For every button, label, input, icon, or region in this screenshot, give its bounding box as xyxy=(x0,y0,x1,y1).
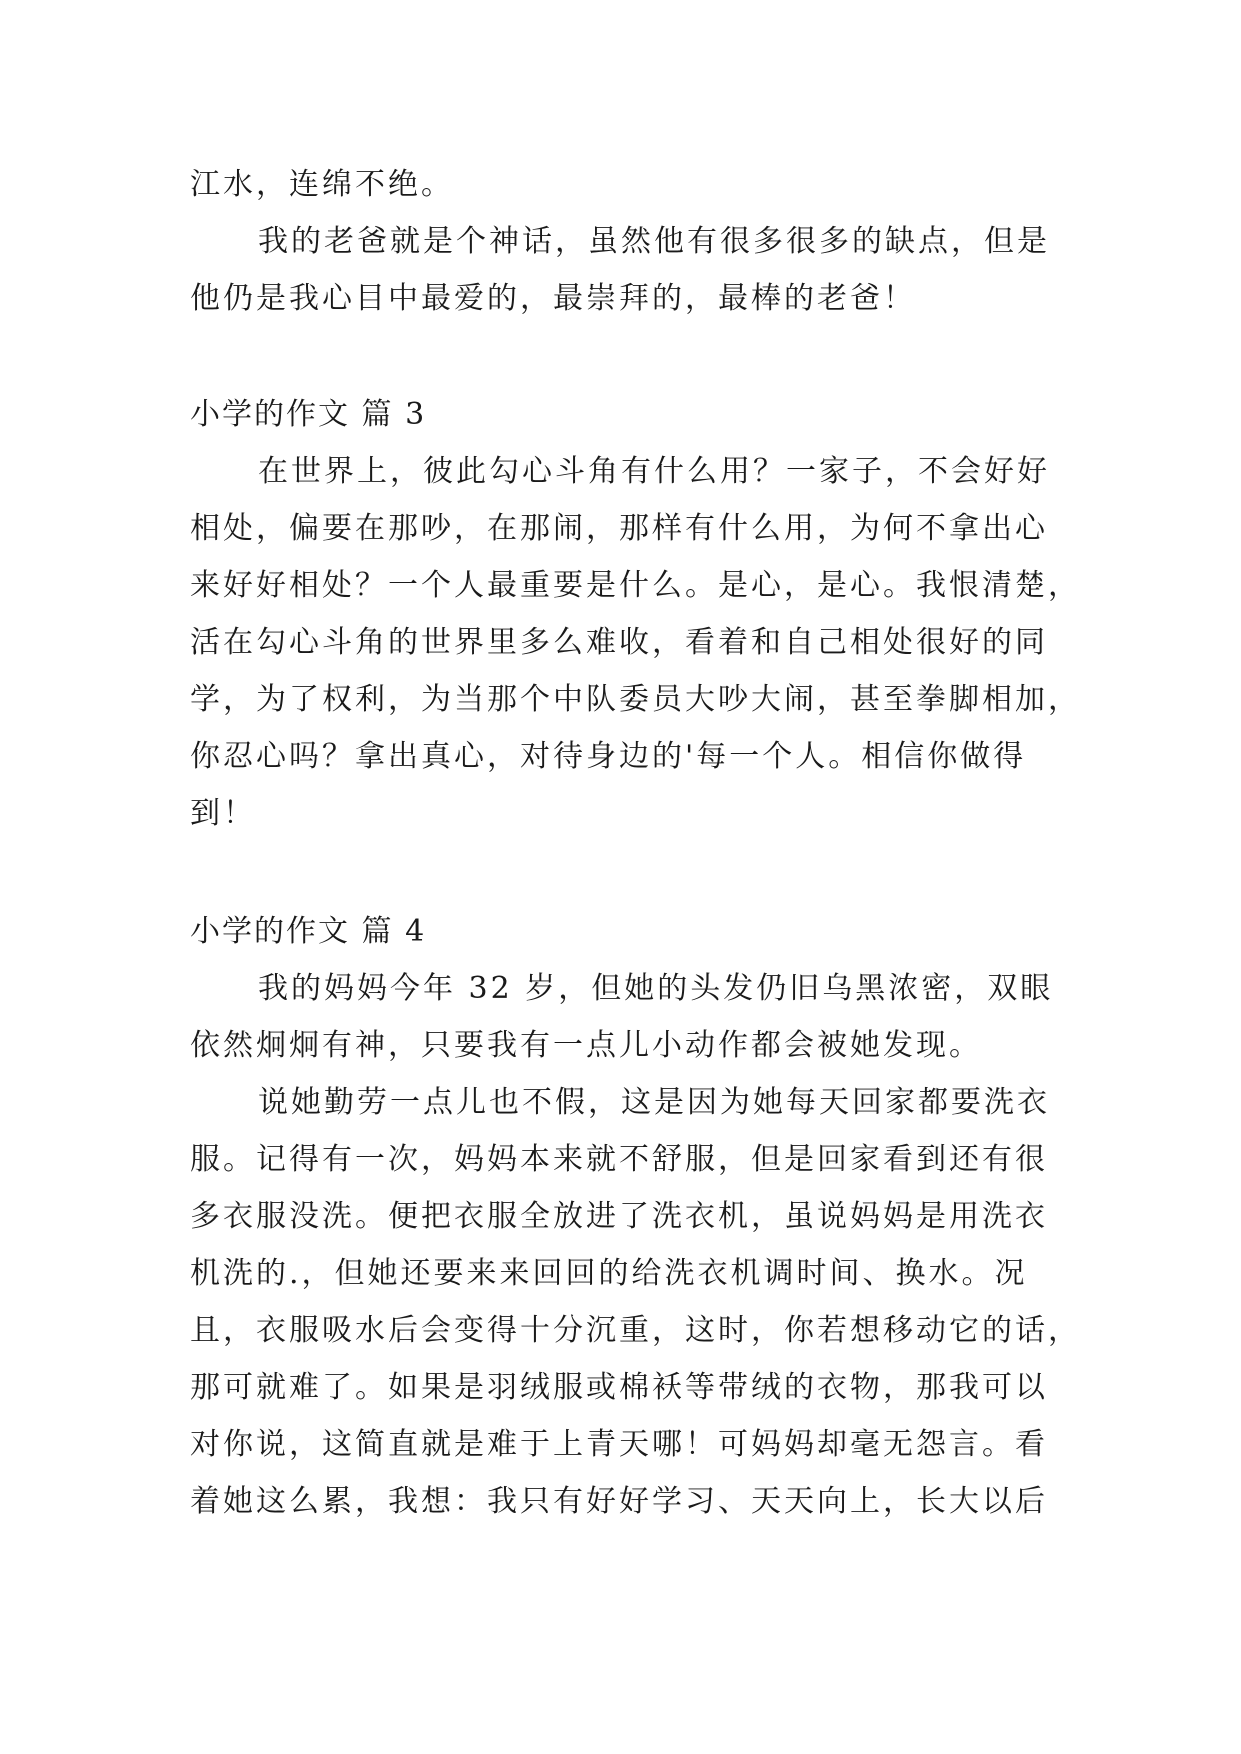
text-line: 着她这么累，我想：我只有好好学习、天天向上，长大以后 xyxy=(190,1484,1048,1519)
text-line: 到！ xyxy=(190,796,256,831)
text-line: 服。记得有一次，妈妈本来就不舒服，但是回家看到还有很 xyxy=(190,1142,1048,1177)
section-heading: 小学的作文 篇 3 xyxy=(190,397,427,432)
text-line: 那可就难了。如果是羽绒服或棉袄等带绒的衣物，那我可以 xyxy=(190,1370,1048,1405)
text-line: 活在勾心斗角的世界里多么难收，看着和自己相处很好的同 xyxy=(190,625,1048,660)
section-heading: 小学的作文 篇 4 xyxy=(190,914,427,949)
text-line: 你忍心吗？拿出真心，对待身边的'每一个人。相信你做得 xyxy=(190,739,1027,774)
text-line: 江水，连绵不绝。 xyxy=(190,167,454,202)
text-line: 机洗的.，但她还要来来回回的给洗衣机调时间、换水。况 xyxy=(190,1256,1028,1291)
text-line: 依然炯炯有神，只要我有一点儿小动作都会被她发现。 xyxy=(190,1028,982,1063)
text-line: 相处，偏要在那吵，在那闹，那样有什么用，为何不拿出心 xyxy=(190,511,1048,546)
text-line: 学，为了权利，为当那个中队委员大吵大闹，甚至拳脚相加， xyxy=(190,682,1081,717)
text-line: 对你说，这简直就是难于上青天哪！可妈妈却毫无怨言。看 xyxy=(190,1427,1048,1462)
text-line: 多衣服没洗。便把衣服全放进了洗衣机，虽说妈妈是用洗衣 xyxy=(190,1199,1048,1234)
text-line: 说她勤劳一点儿也不假，这是因为她每天回家都要洗衣 xyxy=(258,1085,1050,1120)
text-line: 来好好相处？一个人最重要是什么。是心，是心。我恨清楚， xyxy=(190,568,1081,603)
text-line: 在世界上，彼此勾心斗角有什么用？一家子，不会好好 xyxy=(258,454,1050,489)
text-line: 我的妈妈今年 32 岁，但她的头发仍旧乌黑浓密，双眼 xyxy=(258,971,1054,1006)
text-line: 他仍是我心目中最爱的，最崇拜的，最棒的老爸！ xyxy=(190,281,916,316)
text-line: 且，衣服吸水后会变得十分沉重，这时，你若想移动它的话， xyxy=(190,1313,1081,1348)
text-line: 我的老爸就是个神话，虽然他有很多很多的缺点，但是 xyxy=(258,224,1050,259)
